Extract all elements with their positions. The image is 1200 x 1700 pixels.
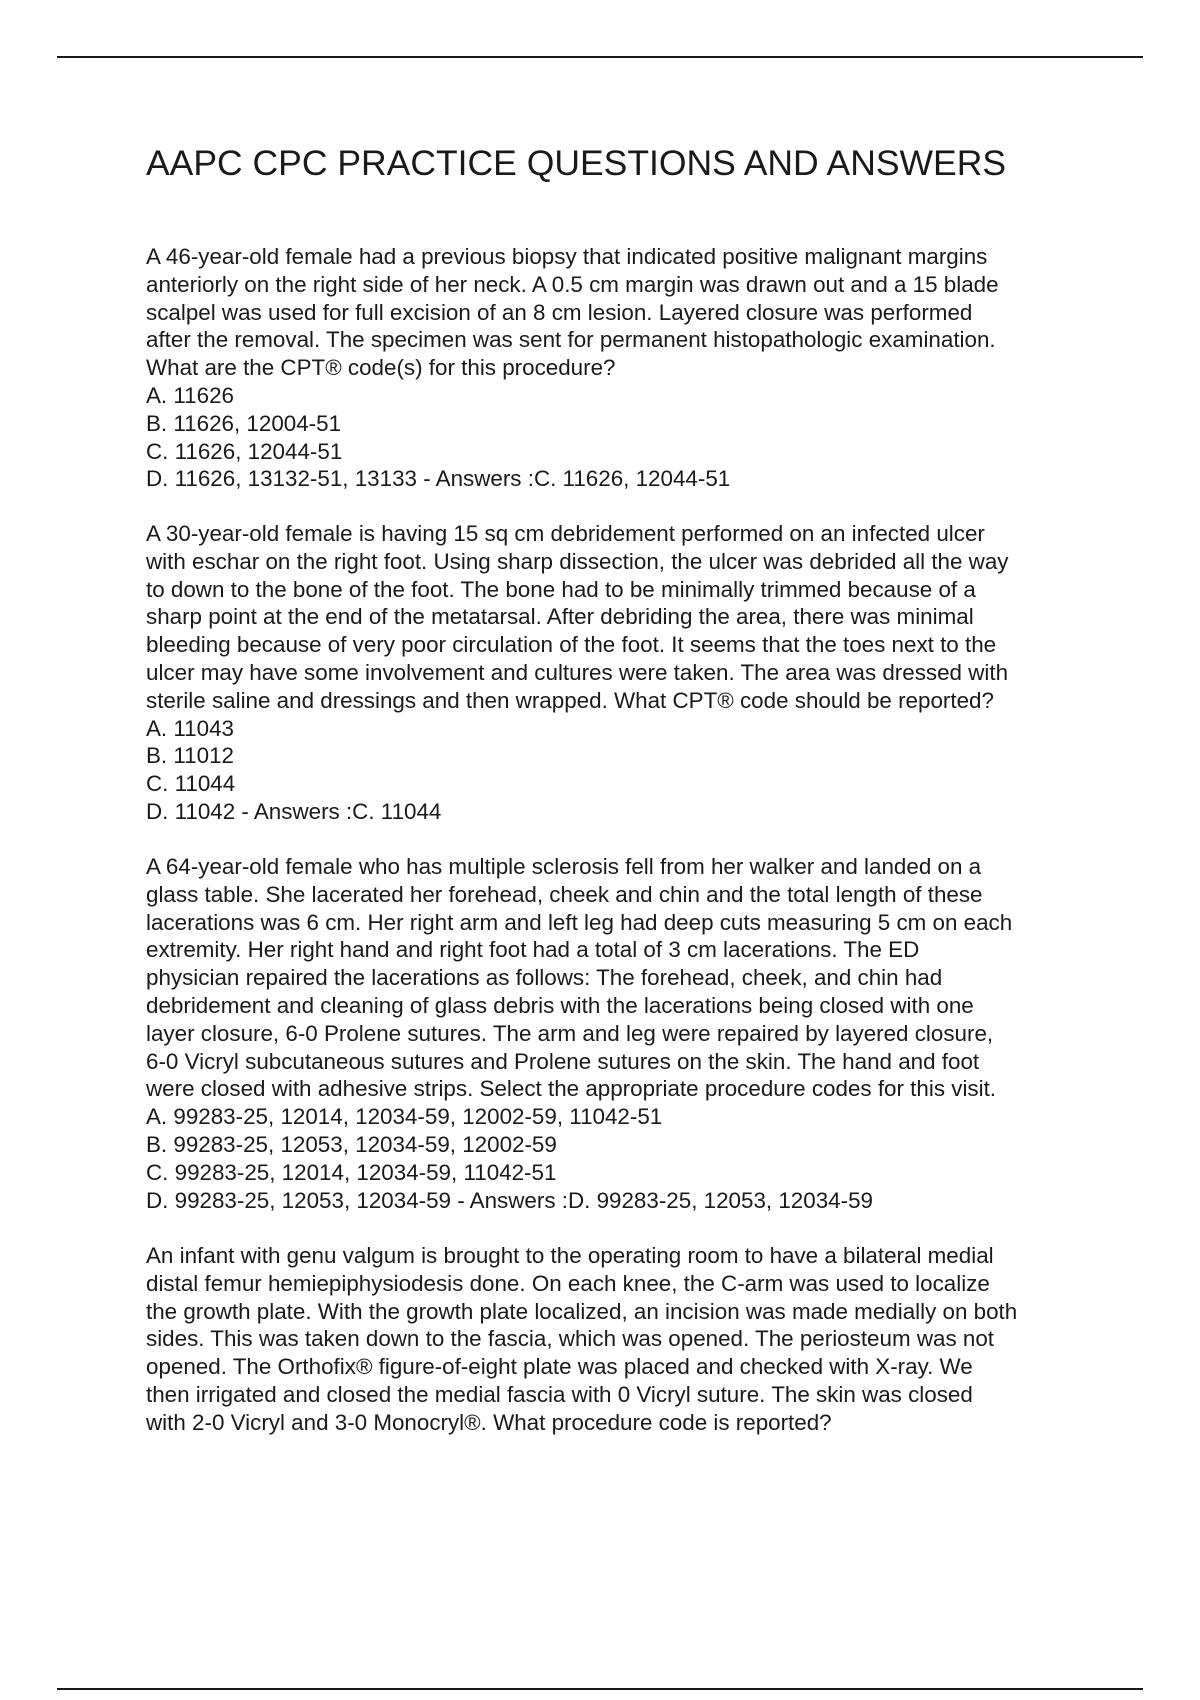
answer-option: C. 11044	[146, 771, 236, 797]
question-line: lacerations was 6 cm. Her right arm and left leg had deep cuts measuring 5 cm on each	[146, 909, 1013, 935]
question-line: A 30-year-old female is having 15 sq cm debridement performed on an infected ulcer	[146, 521, 985, 546]
question-line: sterile saline and dressings and then wrapped. What CPT® code should be reported?	[146, 687, 994, 713]
bottom-rule	[57, 1688, 1143, 1690]
question-line: with eschar on the right foot. Using sharp dissection, the ulcer was debrided all the way	[146, 548, 1009, 574]
answer-option: A. 99283-25, 12014, 12034-59, 12002-59, 11042-51	[146, 1104, 663, 1130]
question-line: distal femur hemiepiphysiodesis done. On each knee, the C-arm was used to localize	[146, 1270, 990, 1296]
question-line: layer closure, 6-0 Prolene sutures. The arm and leg were repaired by layered closure,	[146, 1020, 994, 1046]
question-line: scalpel was used for full excision of an 8 cm lesion. Layered closure was performed	[146, 299, 973, 325]
question-block	[146, 1242, 1106, 1437]
question-line: sides. This was taken down to the fascia, which was opened. The periosteum was not	[146, 1326, 994, 1352]
answer-option: A. 11626	[146, 382, 234, 408]
page-title: AAPC CPC PRACTICE QUESTIONS AND ANSWERS	[146, 143, 1007, 183]
question-line: with 2-0 Vicryl and 3-0 Monocryl®. What procedure code is reported?	[146, 1409, 832, 1435]
answer-option: D. 11626, 13132-51, 13133 - Answers :C. 11626, 12044-51	[146, 466, 731, 492]
answer-option: B. 11626, 12004-51	[146, 410, 342, 436]
question-line: the growth plate. With the growth plate localized, an incision was made medially on both	[146, 1298, 1018, 1324]
question-line: ulcer may have some involvement and cultures were taken. The area was dressed with	[146, 659, 1009, 685]
top-rule	[57, 56, 1143, 58]
question-line: then irrigated and closed the medial fascia with 0 Vicryl suture. The skin was closed	[146, 1381, 973, 1407]
question-line: to down to the bone of the foot. The bone had to be minimally trimmed because of a	[146, 576, 976, 602]
question-line: An infant with genu valgum is brought to the operating room to have a bilateral medial	[146, 1243, 994, 1268]
answer-option: C. 99283-25, 12014, 12034-59, 11042-51	[146, 1159, 557, 1185]
question-block	[146, 243, 1106, 493]
question-line: A 64-year-old female who has multiple sclerosis fell from her walker and landed on a	[146, 854, 982, 879]
question-line: bleeding because of very poor circulation of the foot. It seems that the toes next to the	[146, 632, 997, 658]
question-line: 6-0 Vicryl subcutaneous sutures and Prolene sutures on the skin. The hand and foot	[146, 1048, 980, 1074]
question-line: anteriorly on the right side of her neck. A 0.5 cm margin was drawn out and a 15 blade	[146, 271, 999, 297]
question-block	[146, 853, 1106, 1214]
answer-option: B. 11012	[146, 743, 234, 769]
question-line: physician repaired the lacerations as follows: The forehead, cheek, and chin had	[146, 965, 943, 991]
answer-option: C. 11626, 12044-51	[146, 438, 343, 464]
question-block	[146, 520, 1106, 826]
answer-option: B. 99283-25, 12053, 12034-59, 12002-59	[146, 1131, 557, 1157]
question-line: A 46-year-old female had a previous biopsy that indicated positive malignant margins	[146, 244, 988, 269]
question-line: opened. The Orthofix® figure-of-eight plate was placed and checked with X-ray. We	[146, 1354, 973, 1380]
answer-option: D. 11042 - Answers :C. 11044	[146, 798, 442, 824]
question-line: debridement and cleaning of glass debris with the lacerations being closed with one	[146, 992, 974, 1018]
answer-option: A. 11043	[146, 715, 234, 741]
question-line: sharp point at the end of the metatarsal. After debriding the area, there was minimal	[146, 604, 974, 630]
question-line: were closed with adhesive strips. Select the appropriate procedure codes for this visit.	[146, 1076, 997, 1102]
question-line: extremity. Her right hand and right foot had a total of 3 cm lacerations. The ED	[146, 937, 920, 963]
question-line: What are the CPT® code(s) for this procedure?	[146, 355, 616, 381]
question-line: glass table. She lacerated her forehead, cheek and chin and the total length of these	[146, 881, 983, 907]
question-line: after the removal. The specimen was sent for permanent histopathologic examination.	[146, 327, 996, 353]
answer-option: D. 99283-25, 12053, 12034-59 - Answers :D. 99283-25, 12053, 12034-59	[146, 1187, 873, 1213]
